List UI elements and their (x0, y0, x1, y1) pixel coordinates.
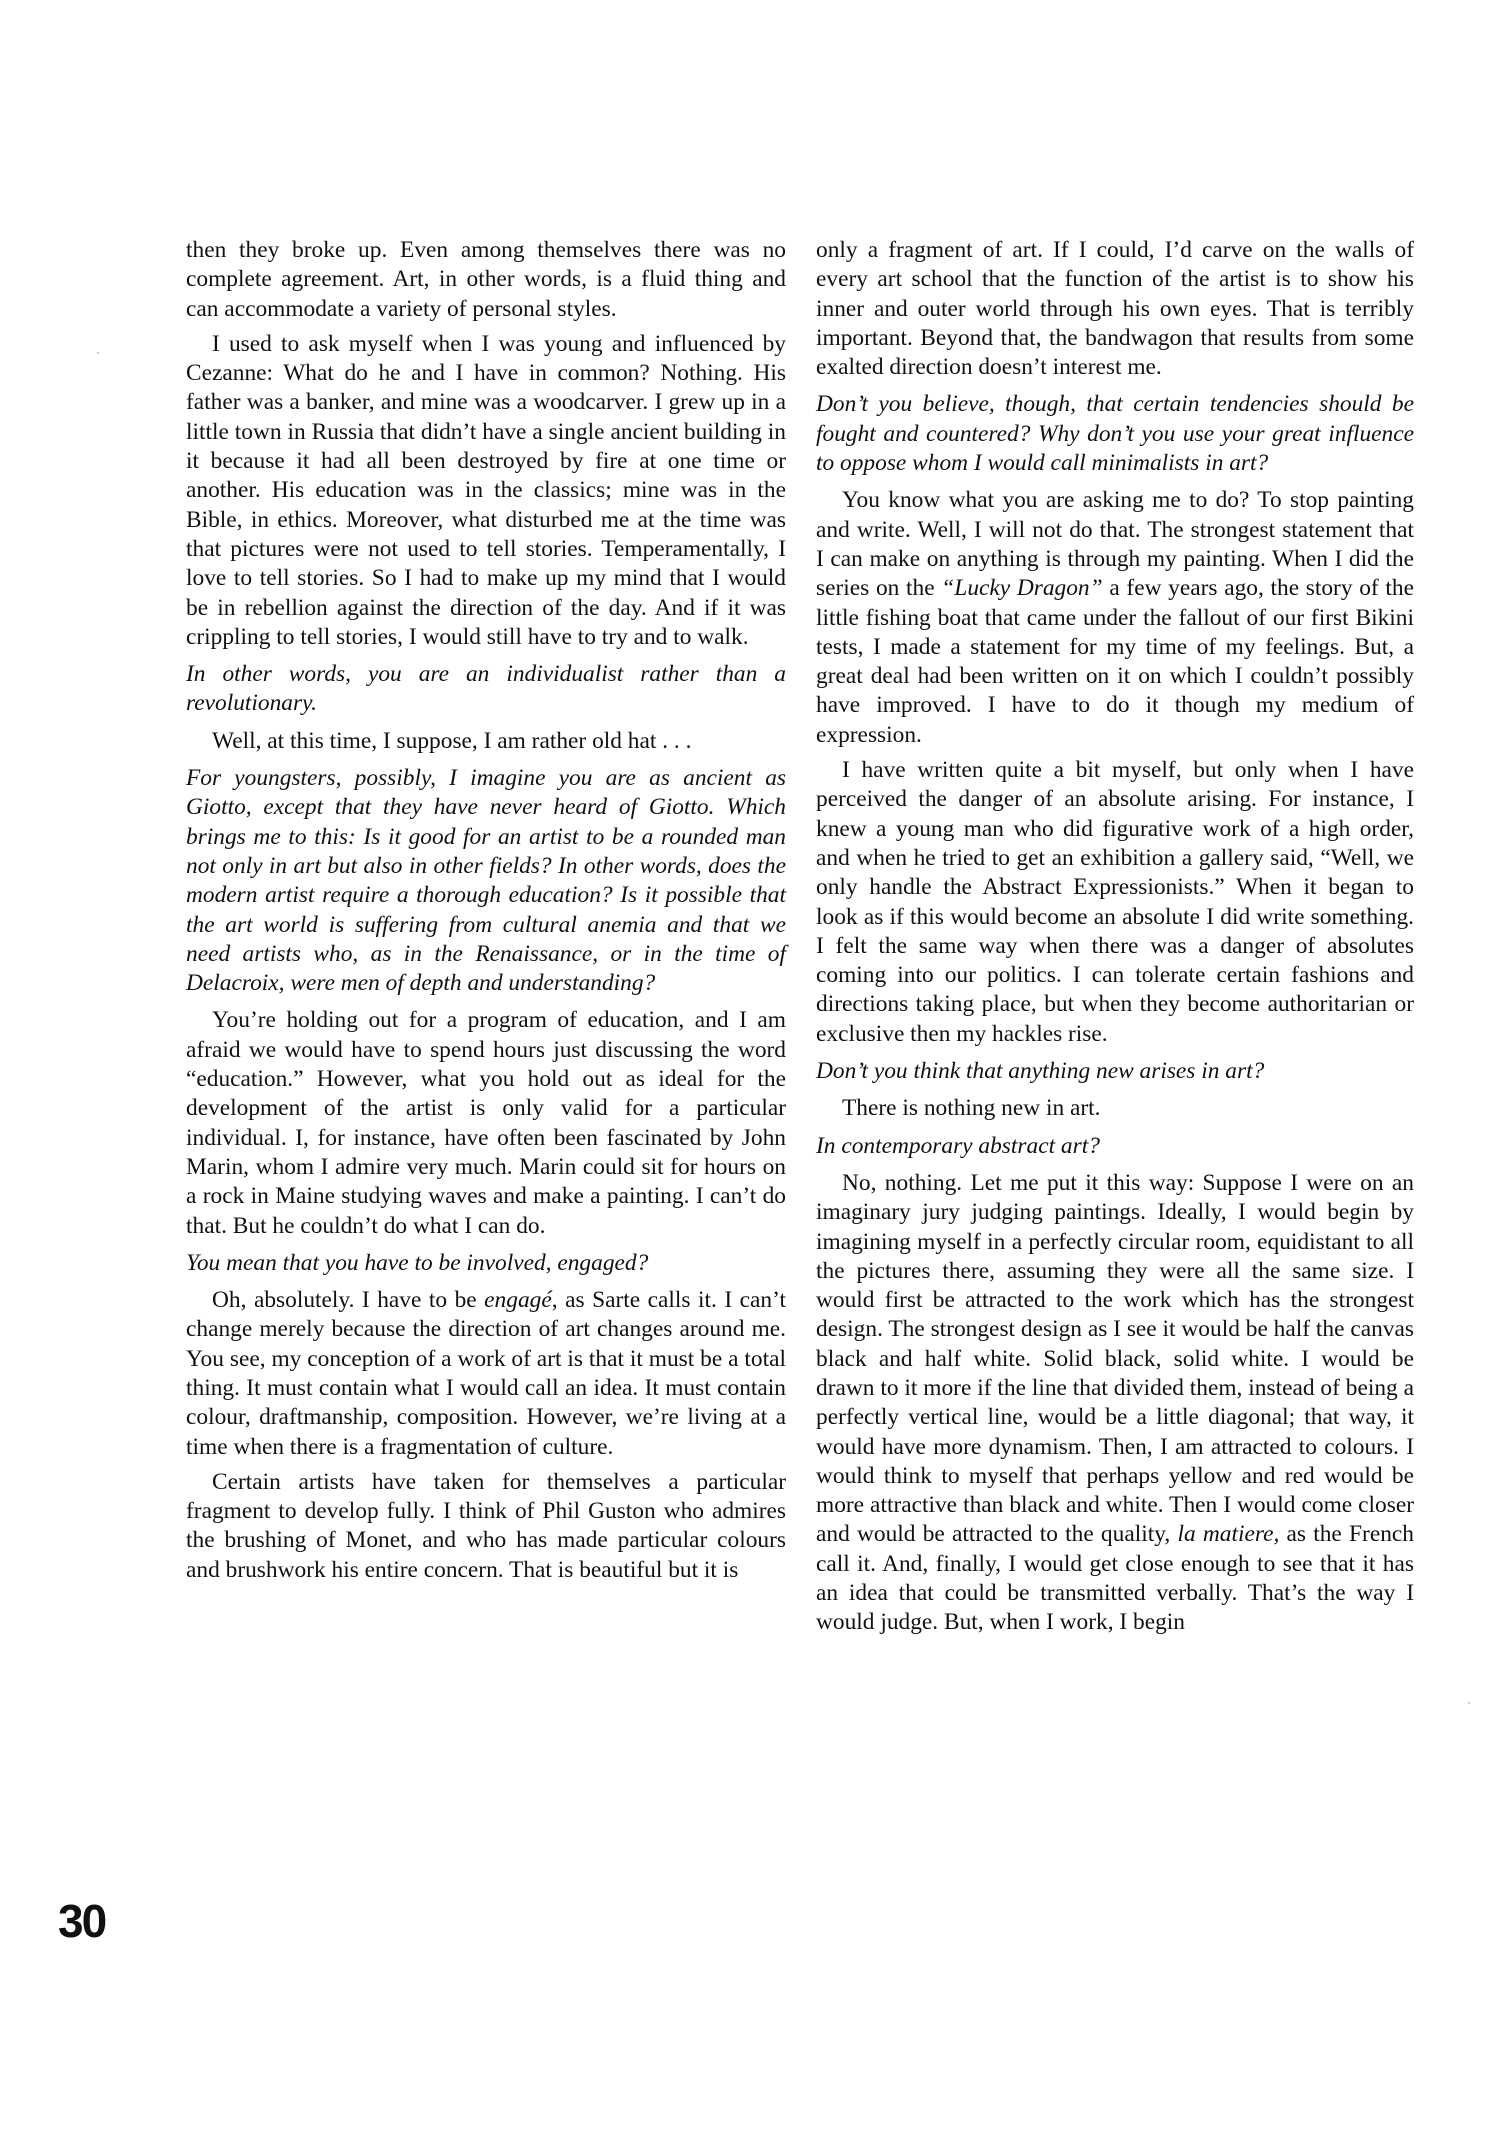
paragraph: You’re holding out for a program of education, and I am afraid we would have to spend hours just discussing the word “education.” However, what you hold out as ideal for the development of the artist is only valid for a particular individual. I, for instance, have often been fascinated by John Marin, whom I admire very much. Marin could sit for hours on a rock in Maine studying waves and make a painting. I can’t do that. But he couldn’t do what I can do. (186, 1007, 786, 1239)
text-run: as the French call it. And, finally, I would get close enough to see that it has an idea that could be transmitted verbally. That’s the way I would judge. But, when I work, I begin (816, 1521, 1414, 1636)
text-run: You know what you are asking me to do? To stop painting and write. Well, I will not do that. The strongest statement that I can make on anything is through my painting. When I did the series on the (816, 487, 1414, 602)
left-column (186, 236, 786, 1585)
paragraph: I used to ask myself when I was young and influenced by Cezanne: What do he and I have in common? Nothing. His father was a banker, and mine was a woodcarver. I grew up in a little town in Russia that didn’t have a single ancient building in it because it had all been destroyed by fire at one time or another. His education was in the classics; mine was in the Bible, in ethics. Moreover, what disturbed me at the time was that pictures were not used to tell stories. Temperamentally, I love to tell stories. So I had to make up my mind that I would be in rebellion against the direction of the day. And if it was crippling to tell stories, I would still have to try and to walk. (186, 330, 786, 650)
text-run: a few years ago, the story of the little fishing boat that came under the fallout of our first Bikini tests, I made a statement for my time of my feelings. But, a great deal had been written on it on which I couldn’t possibly have improved. I have to do it though my medium of expression. (816, 575, 1414, 748)
interviewer-question: Don’t you believe, though, that certain tendencies should be fought and countered? Why don’t you use your great influence to oppose whom I would call minimalists in art? (816, 391, 1414, 477)
right-column (816, 236, 1414, 1638)
paragraph (816, 1169, 1414, 1638)
paragraph: Certain artists have taken for themselves a particular fragment to develop fully. I think of Phil Guston who admires the brushing of Monet, and who has made particular colours and brushwork his entire concern. That is beautiful but it is (186, 1468, 786, 1583)
paragraph: Well, at this time, I suppose, I am rather old hat . . . (212, 727, 692, 754)
text-run: No, nothing. Let me put it this way: Suppose I were on an imaginary jury judging paintings. Ideally, I would begin by imagining myself in a perfectly circular room, equidistant to all the pictures there, assuming they were all the same size. I would first be attracted to the work which has the strongest design. The strongest design as I see it would be half the canvas black and half white. Solid black, solid white. I would be drawn to it more if the line that divided them, instead of being a perfectly vertical line, would be a little diagonal; that way, it would have more dynamism. Then, I am attracted to colours. I would think to myself that perhaps yellow and red would be more attractive than black and white. Then I would come closer and would be attracted to the quality, (816, 1169, 1414, 1548)
paragraph: There is nothing new in art. (842, 1095, 1101, 1122)
scan-speck (97, 352, 99, 354)
text-run: , as Sarte calls it. I can’t change merely because the direction of art changes around me. You see, my conception of a work of art is that it must be a total thing. It must contain what I would call an idea. It must contain colour, draftmanship, composition. However, we’re living at a time when there is a fragmentation of culture. (186, 1287, 786, 1460)
interviewer-question: For youngsters, possibly, I imagine you are as ancient as Giotto, except that they have never heard of Giotto. Which brings me to this: Is it good for an artist to be a rounded man not only in art but also in other fields? In other words, does the modern artist require a thorough education? Is it possible that the art world is suffering from cultural anemia and that we need artists who, as in the Renaissance, or in the time of Delacroix, were men of depth and understanding? (186, 765, 786, 997)
paragraph: then they broke up. Even among themselves there was no complete agreement. Art, in other words, is a fluid thing and can accommodate a variety of personal styles. (186, 237, 786, 322)
italic-term: la matiere, (1177, 1521, 1280, 1548)
paragraph (186, 1286, 786, 1462)
paragraph: I have written quite a bit myself, but only when I have perceived the danger of an absolute arising. For instance, I knew a young man who did figurative work of a high order, and when he tried to get an exhibition a gallery said, “Well, we only handle the Abstract Expressionists.” When it began to look as if this would become an absolute I did write something. I felt the same way when there was a danger of absolutes coming into our politics. I can tolerate certain fashions and directions taking place, but when they become authoritarian or exclusive then my hackles rise. (816, 757, 1414, 1047)
interviewer-question: In other words, you are an individualist rather than a revolutionary. (186, 661, 786, 717)
interviewer-question: You mean that you have to be involved, engaged? (186, 1249, 649, 1276)
text-run: Oh, absolutely. I have to be (212, 1287, 485, 1314)
italic-title: “Lucky Dragon” (941, 575, 1103, 602)
scan-speck (1468, 1702, 1470, 1704)
interviewer-question: In contemporary abstract art? (816, 1132, 1100, 1159)
interviewer-question: Don’t you think that anything new arises in art? (816, 1058, 1265, 1085)
paragraph (816, 486, 1414, 750)
page-number: 30 (58, 1895, 106, 1947)
italic-term: engagé (484, 1287, 552, 1314)
paragraph: only a fragment of art. If I could, I’d carve on the walls of every art school that the function of the artist is to show his inner and outer world through his own eyes. That is terribly important. Beyond that, the bandwagon that results from some exalted direction doesn’t interest me. (816, 237, 1414, 381)
